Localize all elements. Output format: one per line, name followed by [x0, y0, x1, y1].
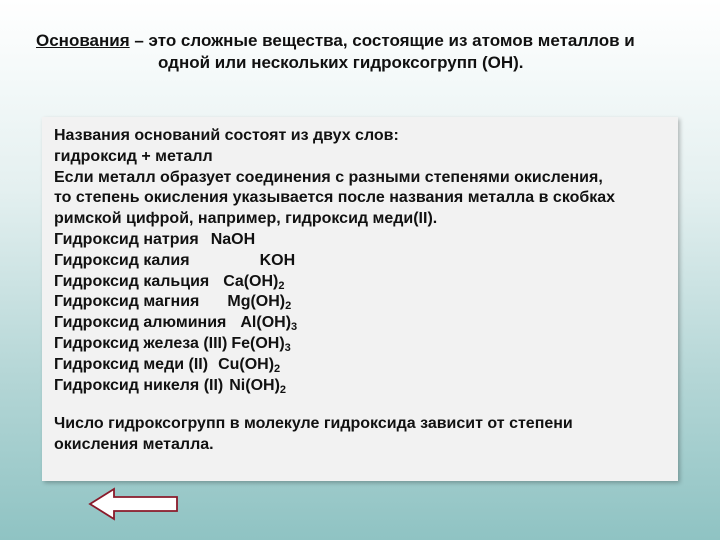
- formula-base: Ni(OH): [229, 376, 280, 394]
- formula-subscript: 2: [285, 300, 292, 313]
- example-row: [54, 376, 694, 397]
- content-text: [54, 126, 694, 456]
- formula-base: NaOH: [210, 230, 256, 248]
- formula-base: Cu(OH): [218, 355, 275, 373]
- conclusion-line: окисления металла.: [54, 436, 214, 454]
- example-formula: [231, 334, 290, 355]
- example-formula: [229, 376, 286, 397]
- intro-line: Названия оснований состоят из двух слов:: [54, 127, 399, 144]
- example-name: Гидроксид натрия: [54, 230, 199, 248]
- example-name: Гидроксид алюминия: [54, 314, 227, 332]
- intro-line: то степень окисления указывается после названия металла в скобках: [54, 189, 616, 207]
- example-name: Гидроксид железа (III): [54, 334, 228, 352]
- example-formula: [218, 355, 280, 376]
- example-name: Гидроксид кальция: [54, 272, 210, 290]
- intro-line: римской цифрой, например, гидроксид меди(II).: [54, 210, 438, 228]
- example-formula: [240, 313, 297, 334]
- formula-base: KOH: [259, 251, 296, 269]
- left-arrow-icon[interactable]: [88, 486, 180, 522]
- formula-base: Fe(OH): [231, 334, 285, 352]
- example-formula: [211, 230, 255, 251]
- formula-base: Ca(OH): [223, 272, 279, 290]
- example-row: [54, 292, 694, 313]
- formula-subscript: 2: [274, 362, 281, 375]
- example-row: [54, 334, 694, 355]
- example-name: Гидроксид магния: [54, 293, 200, 311]
- intro-line: гидроксид + металл: [54, 147, 213, 165]
- example-name: Гидроксид калия: [54, 251, 190, 269]
- intro-line: Если металл образует соединения с разными степенями окисления,: [54, 168, 603, 186]
- spacer: [54, 396, 694, 414]
- formula-subscript: 2: [278, 279, 285, 292]
- example-row: [54, 251, 694, 272]
- example-name: Гидроксид меди (II): [54, 355, 209, 373]
- example-formula: [260, 251, 296, 272]
- example-row: [54, 355, 694, 376]
- examples-list: [54, 230, 694, 396]
- example-name: Гидроксид никеля (II): [54, 376, 224, 394]
- title-term: Основания: [36, 31, 130, 50]
- formula-base: Mg(OH): [227, 293, 286, 311]
- example-formula: [227, 292, 291, 313]
- title-line-1: [36, 31, 635, 50]
- title-definition-2: одной или нескольких гидроксогрупп (ОН).: [158, 53, 524, 72]
- example-row: [54, 230, 694, 251]
- example-formula: [223, 272, 284, 293]
- example-row: [54, 313, 694, 334]
- formula-subscript: 3: [284, 341, 291, 354]
- example-row: [54, 272, 694, 293]
- formula-subscript: 2: [279, 383, 287, 396]
- title-definition-1: – это сложные вещества, состоящие из атомов металлов и: [129, 31, 635, 50]
- conclusion-line: Число гидроксогрупп в молекуле гидроксида зависит от степени: [54, 415, 573, 433]
- formula-subscript: 3: [291, 321, 298, 334]
- page-title: [36, 30, 696, 74]
- formula-base: Al(OH): [240, 314, 292, 332]
